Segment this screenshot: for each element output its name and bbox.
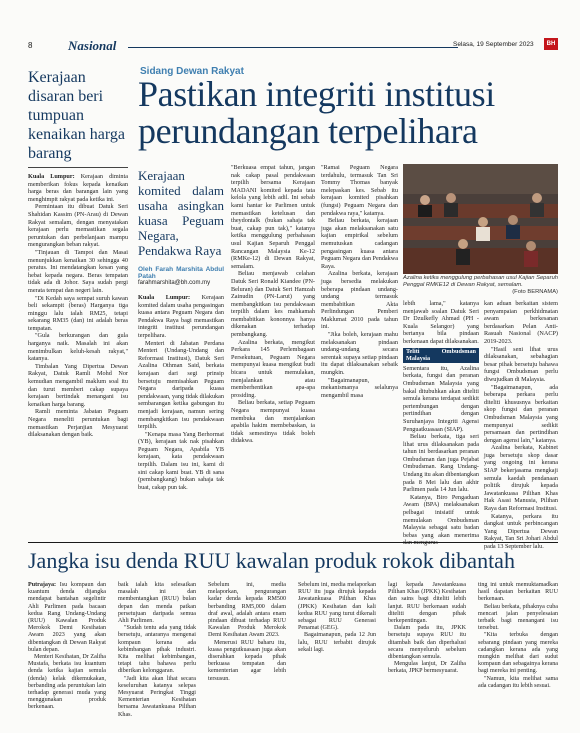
main-kicker: Sidang Dewan Rakyat xyxy=(140,66,244,77)
main-col-2 xyxy=(231,164,315,445)
main-paragraph: Kuala Lumpur: Kerajaan komited dalam usaha pengasingan kuasa antara Peguam Negara dan Pendakwa Raya bagi memastikan integriti institusi perundangan terpelihara. xyxy=(138,294,224,339)
sidebar-body xyxy=(28,173,128,439)
main-paragraph: lebih lama," katanya menjawab soalan Datuk Seri Dr Dzulkefly Ahmad (PH - Kuala Selangor) yang bertanya bila pindaan berkenaan dapat dilaksanakan. xyxy=(403,300,479,345)
author-email: farahmarshita@bh.com.my xyxy=(138,280,211,286)
second-paragraph: "Jadi kita akan lihat secara keseluruhan katanya selepas Mesyuarat Peringkat Tinggi Kementerian Kesihatan bersama Jawatankuasa Pilihan Khas. xyxy=(118,675,196,718)
main-paragraph: Beliau berkata, setiap Peguam Negara mempunyai kuasa membuka dan menjalankan apabila hakim membebaskan, ia tidak semestinya tidak boleh didakwa. xyxy=(231,399,315,445)
second-paragraph: Sebelum ini, media melaporkan, pengurangan kadar denda kepada RM500 berbanding RM5,000 dalam draf awal, adalah antara enam pindaan dibuat terhadap RUU Kawalan Produk Merokok Demi Kesihatan Awam 2023. xyxy=(208,582,286,639)
section-label: Nasional xyxy=(68,38,117,53)
dateline: Putrajaya: xyxy=(28,582,57,588)
main-paragraph: "Kenapa masa Yang Berhormat (YB), kerajaan tak nak pisahkan Peguam Negara, Apabila YB kerajaan, kata pendakwaan terpilih. Dalam isu ini, kami di sini cakap kami buat. YB di sana (pembangkang) bukan sahaja tak buat, cakap pun tak. xyxy=(138,430,224,491)
main-paragraph: Beliau menjawab celahan Datuk Seri Ronald Kiandee (PN-Beluran) dan Datuk Seri Hamzah Zainudin (PN-Larut) yang membangkitkan isu pendakwaan terpilih dalam kes mahkamah membabitkan kononnya hanya dikenakan terhadap pembangkang. xyxy=(231,270,315,339)
second-paragraph: Menerusi RUU baharu itu, kuasa pengutkuasaan juga akan diserahkan kepada pihak berkuasa tempatan dan kementerian agar lebih tersusun. xyxy=(208,639,286,682)
main-paragraph: "Jika boleh, kerajaan mahu melaksanakan pindaan undang-undang secara serentak supaya setiap pindaan itu dapat dilaksanakan sebaik mungkin. xyxy=(321,331,398,377)
photo-illustration xyxy=(403,164,558,274)
main-paragraph: kan aduan berkaitan sistem penyampaian perkhidmatan awam berkesanan berdasarkan Pelan Anti-Rasuah Nasional (NACP) 2019-2023. xyxy=(484,300,558,345)
main-headline: Pastikan integriti institusi perundangan terpelihara xyxy=(138,74,495,151)
sidebar-paragraph: Timbalan Yang Dipertua Dewan Rakyat, Datuk Ramli Mohd Nor kemudian mengambil maklum soal itu dan turut memberi cakap supaya kerajaan bertindak menangani isu kenaikan harga barang. xyxy=(28,362,128,408)
second-col-6 xyxy=(478,582,558,690)
second-paragraph: Mengulas lanjut, Dr Zaliha berkata, JPKP bermesyuarat. xyxy=(388,661,466,675)
main-paragraph: Katanya, perkara itu dangkat untuk perbincangan Yang Dipertua Dewan Rakyat, Tan Sri Johari Abdul pada 13 September lalu. xyxy=(484,512,558,550)
photo-caption xyxy=(403,275,558,296)
main-paragraph: "Hasil seni lihat urus dilaksanakan, sebahagian besar pihak bersetuju bahawa fungsi Ombudsman perlu diwujudkan di Malaysia. xyxy=(484,345,558,383)
main-paragraph: Azalina berkata, Kabinet juga bersetuju skop dasar yang ongoing ini kerana SIAP bekerjasama mengkaji semula kaedah pendanaan politik dirujuk kepada Jawatankuasa Pilihan Khas Hak Asasi Manusia, Pilihan Raya dan Reformasi Institusi. xyxy=(484,444,558,513)
dateline: Kuala Lumpur: xyxy=(28,173,75,180)
page-header xyxy=(28,38,558,58)
photo-credit: (Foto BERNAMA) xyxy=(512,289,558,295)
second-paragraph: Menteri Kesihatan, Dr Zaliha Mustafa, berkata isu kuantum denda ketika kajian semula (denda) kelak dikemukakan, berbanding ada peruntukan lain terhadap generasi muda yang menggunakan produk berkenaan. xyxy=(28,654,106,711)
second-paragraph: lagi kepada Jawatankuasa Pilihan Khas (JPKK) Kesihatan dan sains bagi diteliti lebih lanjut. RUU berkenaan sudah diteliti dengan pihak berkepentingan. xyxy=(388,582,466,625)
main-deck: Kerajaan komited dalam usaha asingkan kuasa Peguam Negara, Pendakwa Raya xyxy=(138,168,224,258)
second-col-2 xyxy=(118,582,196,719)
sidebar-story xyxy=(28,68,128,439)
second-col-5 xyxy=(388,582,466,676)
second-paragraph: Dalam pada itu, JPKK bersetuju supaya RUU itu ditambah baik dan diperhalusi secara menyeluruh sebelum dibentangkan semula. xyxy=(388,625,466,661)
main-paragraph: Sementara itu, Azalina berkata, fungsi dan peranan Ombudsman Malaysia yang bakal ditubuhkan akan diteliti semula kerana terdapat sedikit pertembungan dengan pertindihan dengan Suruhanjaya Integriti Agensi Penguatkuasaan (SIAP). xyxy=(403,364,479,433)
sidebar-paragraph: Kuala Lumpur: Kerajaan diminta memberikan fokus kepada kenaikan harga beras dan barangan lain yang menghimpit rakyat pada ketika ini. xyxy=(28,173,128,203)
sidebar-paragraph: "Tinjauan di Tampoi dan Masai menunjukkan kenaikan 30 sehingga 40 peratus. Ini mendatangkan kesan yang hebat kepada negara. Beras tempatan tidak ada di Johor. Saya sudah pergi merata tempat dan negeri lain. xyxy=(28,248,128,294)
main-paragraph: "Berkuasa empat tahun, jangan nak cakap pasal pendakwaan terpilih bersama Kerajaan MADANI komited kepada tata kelola yang lebih adil. Ini sebab kami hantar ke Parlimen untuk memastikan ketelusan dan theydontalk (bukan sahaja tak buat, cakap pun tak)," katanya ketika menggulung perbahasan usul Kajian Separuh Penggal Rancangan Malaysia Ke-12 (RMKe-12) di Dewan Rakyat, semalam. xyxy=(231,164,315,270)
sidebar-headline: Kerajaan disaran beri tumpuan kenaikan harga barang xyxy=(28,68,128,168)
story-divider xyxy=(28,542,558,543)
dateline: Kuala Lumpur: xyxy=(138,294,191,301)
second-paragraph: Sebelum ini, media melaporkan RUU itu juga dirujuk kepada Jawatankuasa Pilihan Khas (JPKK) Kesihatan dan kali kedua RUU yang turut dikenali sebagai RUU Generasi Penamat (GEG). xyxy=(298,582,376,632)
second-paragraph: "Kita terbuka dengan sebarang pindaan yang mereka cadangkan kerana ada yang mungkin melihat dari sudut kompaun dan sebagainya kerana bagi mereka ini penting. xyxy=(478,632,558,675)
byline: Oleh Farah Marshita Abdul Patah xyxy=(138,266,224,280)
second-col-4 xyxy=(298,582,376,654)
second-headline: Jangka isu denda RUU kawalan produk rokok dibantah xyxy=(28,548,515,573)
second-col-1 xyxy=(28,582,106,712)
issue-date: Selasa, 19 September 2023 xyxy=(453,41,534,48)
second-paragraph: Bagaimanapun, pada 12 Jun lalu, RUU terbabit dirujuk sekali lagi. xyxy=(298,632,376,653)
sidebar-paragraph: "Di Kedah saya sempat suruh kawan beli sekampit (beras) Harganya tiga minggu lalu ialah RM25, tetapi sekarang RM35 (dan) ini adalah beras tempatan. xyxy=(28,294,128,332)
subheading: Teliti Ombudsman Malaysia xyxy=(403,348,479,363)
main-col-1 xyxy=(138,164,224,491)
second-paragraph: baik ialah kita selesaikan masalah ini dan membentangkan (RUU) bulan depan dan menda patkan persetujuan daripada semua Ahli Parlimen. xyxy=(118,582,196,625)
main-paragraph: "Ramai Peguam Negara terdahulu, termasuk Tan Sri Tommy Thomas banyak melepaskan kes. Sebab itu kerajaan komited pisahkan (fungsi) Peguam Negara dan pendakwa raya," katanya. xyxy=(321,164,398,217)
header-rule xyxy=(128,47,458,48)
main-paragraph: Beliau berkata, tiga seri lihat urus dilaksanakan pada tahun ini berdasarkan peranan Ombudsman dan juga Pejabat Ombudsman. Rang Undang-Undang itu akan dibentangkan pada 8 Mei lalu dan akhir Parlimen pada 14 Jun lalu. xyxy=(403,433,479,494)
second-paragraph: Beliau berkata, pihaknya cuba mencari jalan penyelesaian terbaik bagi menangani isu tersebut. xyxy=(478,603,558,632)
second-paragraph: "Namun, kita melihat sama ada cadangan itu lebih sesuai. xyxy=(478,675,558,689)
main-paragraph: Menteri di Jabatan Perdana Menteri (Undang-Undang dan Reformasi Institusi), Datuk Seri Azalina Othman Said, berkata kerajaan dari segi prinsip bersetuju memisahkan Peguam Negara daripada kuasa pendakwaan, yang tidak dilakukan sembarangan ketika gabungan itu menjadi kerajaan, namun sering membangkitkan isu pendakwaan terpilih. xyxy=(138,339,224,431)
sidebar-paragraph: Permintaan itu dibuat Datuk Seri Shahidan Kassim (PN-Arau) di Dewan Rakyat semalam, dengan menyatakan kerajaan perlu memastikan segala peruntukan dan perbelanjaan mampu mengurangkan beban rakyat. xyxy=(28,203,128,249)
sidebar-paragraph: "Gula berkurangan dan gula harganya naik. Masalah ini akan menimbulkan keluh-kesah rakyat," katanya. xyxy=(28,332,128,363)
main-col-4 xyxy=(403,300,479,547)
page-number: 8 xyxy=(28,41,33,50)
parliament-chamber-photo xyxy=(403,164,558,274)
main-paragraph: Azalina berkata, mengikut Perkara 145 Perlembagaan Persekutuan, Peguam Negara mempunyai kuasa mengikut budi bicara untuk memulakan, menjalankan atau memberhentikan apa-apa prosiding. xyxy=(231,338,315,399)
second-paragraph: Putrajaya: Isu kompaun dan kuantum denda dijangka mendapat bantahan segelintir Ahli Parlimen pada bacaan kedua Rang Undang-Undang (RUU) Kawalan Produk Merokok Demi Kesihatan Awam 2023 yang akan dibentangkan di Dewan Rakyat bulan depan. xyxy=(28,582,106,653)
second-paragraph: ting ini untuk memuktamadkan hasil dapatan berkaitan RUU berkenaan. xyxy=(478,582,558,603)
second-paragraph: "Sudah tentu ada yang tidak bersetuju, antaranya mengenai kompaun kerana ada kebimbangan pihak industri. Kita melihat kebimbangan, tetapi tahu bahawa perlu diberikan kelonggaran. xyxy=(118,625,196,675)
main-paragraph: Katanya, Biro Pengaduan Awam (BPA) melaksanakan pelbagai inisiatif untuk memulakan Ombudsman Malaysia sebagai satu badan bebas yang akan menerima xyxy=(403,493,479,539)
main-paragraph: Azalina berkata, kerajaan juga bersedia melakukan beberapa pindaan undang-undang termasuk membabitkan Akta Perlindungan Pemberi Maklumat 2010 pada tahun ini. xyxy=(321,270,398,331)
main-col-3 xyxy=(321,164,398,399)
caption-text: Azalina ketika menggulung perbahasan usul Kajian Separuh Penggal RMKE12 di Dewan Rakyat, semalam. xyxy=(403,275,559,288)
publication-logo: BH xyxy=(544,38,558,50)
sidebar-paragraph: Ramli meminta Jabatan Peguam Negara meneliti peruntukan bagi memastikan Perjanjian Mesyuarat dilaksanakan dengan baik. xyxy=(28,408,128,439)
main-col-5 xyxy=(484,300,558,551)
main-paragraph: Beliau berkata, kerajaan juga akan melaksanakan satu kajian empirikal sebelum memutuskan cadangan pengasingan kuasa antara Peguam Negara dan Pendakwa Raya. xyxy=(321,217,398,270)
main-paragraph: "Bagaimanapun, ada beberapa perkara perlu diteliti khususnya berkaitan skop fungsi dan peranan Ombudsman Malaysia yang mempunyai sedikit persamaan dan pertindihan dengan agensi lain," katanya. xyxy=(484,383,558,444)
second-col-3 xyxy=(208,582,286,683)
main-paragraph: "Bagaimanapun, mekanismanya selalunya mengambil masa xyxy=(321,376,398,399)
